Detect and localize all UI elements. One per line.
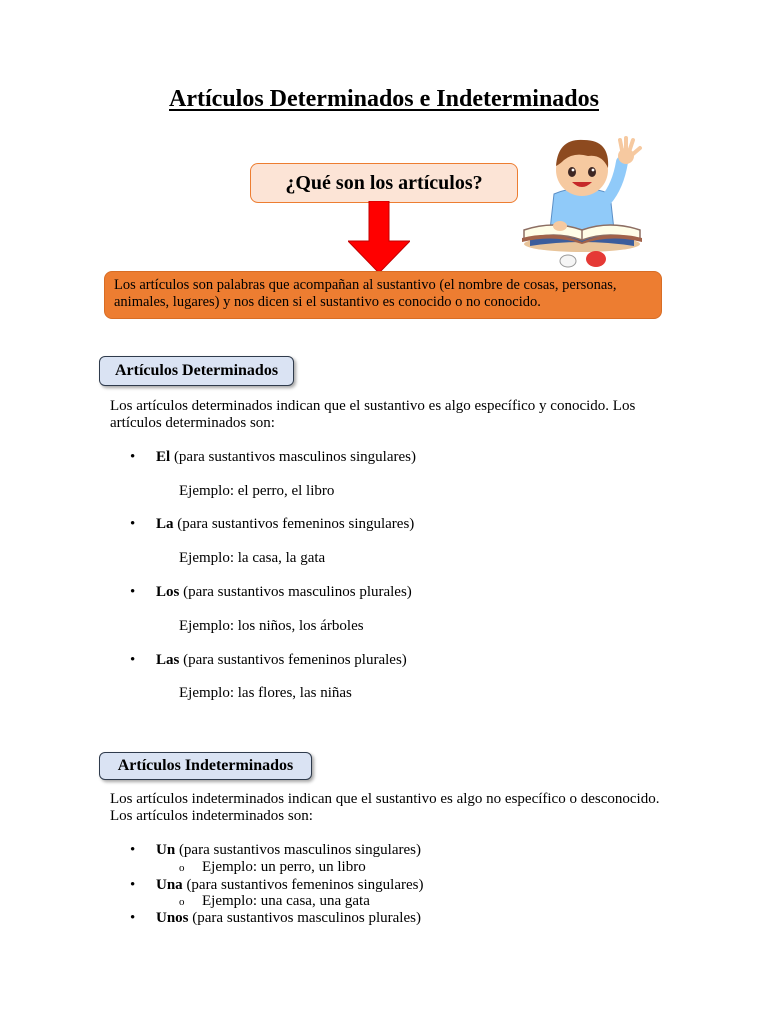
bullet-icon: •	[130, 842, 136, 858]
example-text: Ejemplo: un perro, un libro	[202, 859, 366, 875]
question-text: ¿Qué son los artículos?	[285, 171, 483, 194]
bullet-icon: •	[130, 516, 136, 532]
example-text: Ejemplo: los niños, los árboles	[179, 618, 364, 634]
example-text: Ejemplo: la casa, la gata	[179, 550, 326, 566]
list-item	[130, 515, 414, 533]
list-item	[130, 651, 407, 669]
sub-list-item	[179, 859, 366, 877]
section-heading-text: Artículos Determinados	[114, 362, 279, 379]
section-heading-text: Artículos Indeterminados	[117, 757, 294, 774]
circle-bullet-icon: o	[179, 896, 185, 908]
bullet-icon: •	[130, 652, 136, 668]
list-item	[130, 583, 412, 601]
boy-reading-illustration	[518, 126, 646, 270]
definition-box	[104, 271, 662, 319]
definition-text: Los artículos son palabras que acompañan al sustantivo (el nombre de cosas, personas, animales, lugares) y nos dicen si el sustantivo es conocido o no conocido.	[114, 277, 617, 310]
article-desc: (para sustantivos femeninos plurales)	[179, 652, 407, 668]
example-text: Ejemplo: el perro, el libro	[179, 483, 335, 499]
section-heading-determinados	[99, 356, 294, 386]
article-term: Un	[156, 842, 176, 858]
example-text: Ejemplo: las flores, las niñas	[179, 685, 352, 701]
determinados-intro: Los artículos determinados indican que el sustantivo es algo específico y conocido. Los artículos determinados son:	[110, 398, 636, 431]
section-heading-indeterminados	[99, 752, 312, 780]
example-text: Ejemplo: una casa, una gata	[202, 893, 370, 909]
list-item	[130, 909, 421, 927]
bullet-icon: •	[130, 449, 136, 465]
article-term: La	[156, 516, 174, 532]
bullet-icon: •	[130, 910, 136, 926]
article-desc: (para sustantivos masculinos singulares)	[175, 842, 421, 858]
question-box	[250, 163, 518, 203]
article-desc: (para sustantivos masculinos plurales)	[188, 910, 421, 926]
list-item	[130, 448, 416, 466]
list-item	[130, 841, 421, 859]
article-term: Las	[156, 652, 180, 668]
down-arrow-icon	[348, 201, 410, 273]
bullet-icon: •	[130, 877, 136, 893]
bullet-icon: •	[130, 584, 136, 600]
article-desc: (para sustantivos femeninos singulares)	[173, 516, 415, 532]
page-title: Artículos Determinados e Indeterminados	[169, 86, 599, 112]
list-item	[130, 876, 423, 894]
article-term: Unos	[156, 910, 189, 926]
article-desc: (para sustantivos femeninos singulares)	[182, 877, 424, 893]
circle-bullet-icon: o	[179, 862, 185, 874]
article-term: Una	[156, 877, 183, 893]
article-desc: (para sustantivos masculinos singulares)	[170, 449, 416, 465]
article-desc: (para sustantivos masculinos plurales)	[179, 584, 412, 600]
article-term: El	[156, 449, 171, 465]
indeterminados-intro: Los artículos indeterminados indican que el sustantivo es algo no específico o desconocido. Los artículos indeterminados son:	[110, 791, 660, 824]
article-term: Los	[156, 584, 180, 600]
